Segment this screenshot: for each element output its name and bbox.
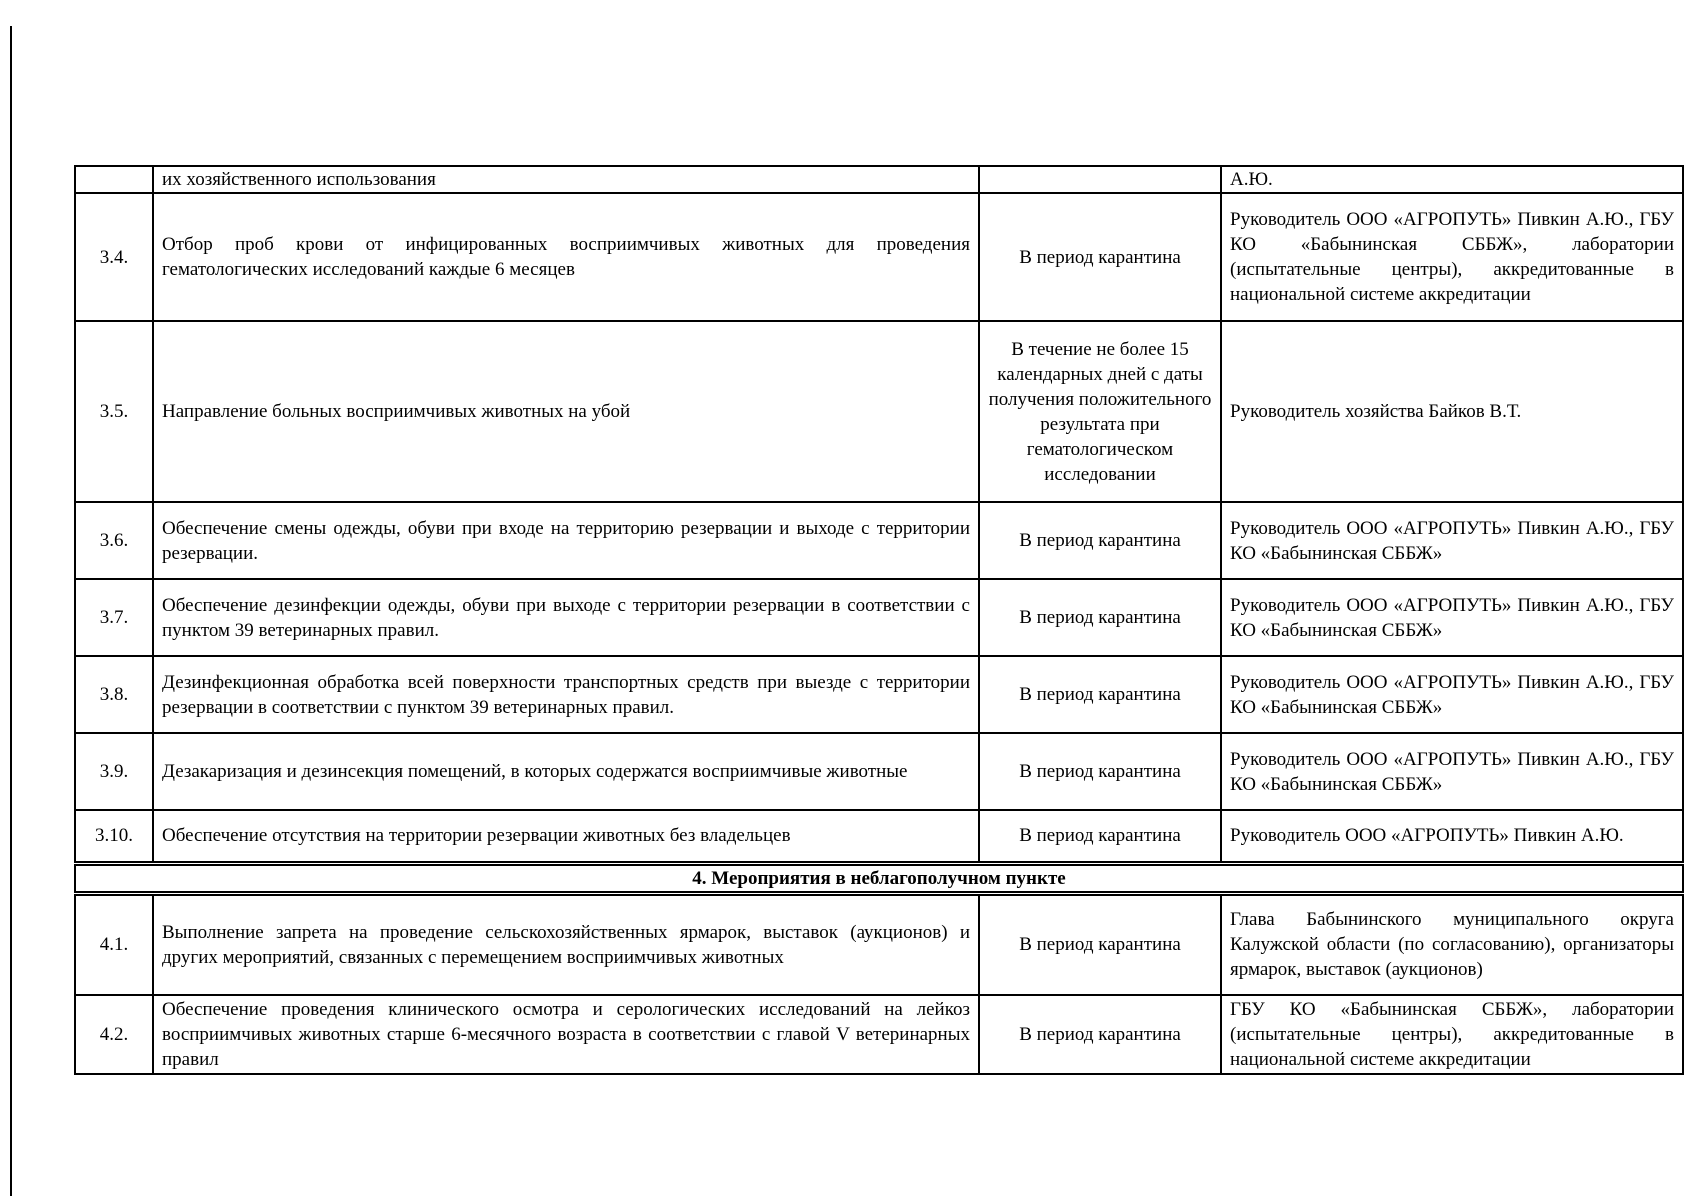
- table-row: [75, 733, 1683, 810]
- measure-period: В период карантина: [979, 810, 1221, 863]
- measure-description: Обеспечение смены одежды, обуви при входе на территорию резервации и выходе с территории резервации.: [153, 502, 979, 579]
- row-number: 3.5.: [75, 321, 153, 502]
- measure-period: В период карантина: [979, 733, 1221, 810]
- row-number: 3.9.: [75, 733, 153, 810]
- measure-responsible: Руководитель хозяйства Байков В.Т.: [1221, 321, 1683, 502]
- row-number: 3.8.: [75, 656, 153, 733]
- measure-description: Дезакаризация и дезинсекция помещений, в которых содержатся восприимчивые животные: [153, 733, 979, 810]
- measure-period: В период карантина: [979, 656, 1221, 733]
- measure-responsible: Руководитель ООО «АГРОПУТЬ» Пивкин А.Ю., ГБУ КО «Бабынинская СББЖ»: [1221, 656, 1683, 733]
- measure-responsible: ГБУ КО «Бабынинская СББЖ», лаборатории (испытательные центры), аккредитованные в национальной системе аккредитации: [1221, 995, 1683, 1074]
- measure-description: Отбор проб крови от инфицированных восприимчивых животных для проведения гематологических исследований каждые 6 месяцев: [153, 193, 979, 321]
- table-row: [75, 321, 1683, 502]
- table-row: [75, 810, 1683, 863]
- table-row: [75, 995, 1683, 1074]
- measure-description: Выполнение запрета на проведение сельскохозяйственных ярмарок, выставок (аукционов) и других мероприятий, связанных с перемещением восприимчивых животных: [153, 893, 979, 995]
- row-number: 3.10.: [75, 810, 153, 863]
- measure-period: В период карантина: [979, 579, 1221, 656]
- table-row: [75, 579, 1683, 656]
- row-number: [75, 166, 153, 193]
- row-number: 3.4.: [75, 193, 153, 321]
- measure-responsible: Глава Бабынинского муниципального округа Калужской области (по согласованию), организаторы ярмарок, выставок (аукционов): [1221, 893, 1683, 995]
- measure-responsible: Руководитель ООО «АГРОПУТЬ» Пивкин А.Ю.: [1221, 810, 1683, 863]
- measure-description: Дезинфекционная обработка всей поверхности транспортных средств при выезде с территории резервации в соответствии с пунктом 39 ветеринарных правил.: [153, 656, 979, 733]
- section-heading: 4. Мероприятия в неблагополучном пункте: [75, 863, 1683, 893]
- row-number: 3.6.: [75, 502, 153, 579]
- measure-period: В период карантина: [979, 893, 1221, 995]
- measure-responsible: Руководитель ООО «АГРОПУТЬ» Пивкин А.Ю., ГБУ КО «Бабынинская СББЖ»: [1221, 579, 1683, 656]
- measure-responsible: Руководитель ООО «АГРОПУТЬ» Пивкин А.Ю., ГБУ КО «Бабынинская СББЖ», лаборатории (испытательные центры), аккредитованные в национальной системе аккредитации: [1221, 193, 1683, 321]
- row-number: 3.7.: [75, 579, 153, 656]
- table-row: [75, 893, 1683, 995]
- row-number: 4.1.: [75, 893, 153, 995]
- measure-responsible: Руководитель ООО «АГРОПУТЬ» Пивкин А.Ю., ГБУ КО «Бабынинская СББЖ»: [1221, 502, 1683, 579]
- measure-period: В период карантина: [979, 502, 1221, 579]
- measure-period: В течение не более 15 календарных дней с даты получения положительного результата при гематологическом исследовании: [979, 321, 1221, 502]
- table-row: [75, 656, 1683, 733]
- table-row: [75, 166, 1683, 193]
- section-heading-row: [75, 863, 1683, 893]
- measure-responsible: А.Ю.: [1221, 166, 1683, 193]
- measure-description: Направление больных восприимчивых животных на убой: [153, 321, 979, 502]
- measure-description: их хозяйственного использования: [153, 166, 979, 193]
- measure-period: [979, 166, 1221, 193]
- measure-description: Обеспечение отсутствия на территории резервации животных без владельцев: [153, 810, 979, 863]
- measure-description: Обеспечение проведения клинического осмотра и серологических исследований на лейкоз восприимчивых животных старше 6-месячного возраста в соответствии с главой V ветеринарных правил: [153, 995, 979, 1074]
- measure-description: Обеспечение дезинфекции одежды, обуви при выходе с территории резервации в соответствии с пунктом 39 ветеринарных правил.: [153, 579, 979, 656]
- table-row: [75, 502, 1683, 579]
- measure-responsible: Руководитель ООО «АГРОПУТЬ» Пивкин А.Ю., ГБУ КО «Бабынинская СББЖ»: [1221, 733, 1683, 810]
- measure-period: В период карантина: [979, 193, 1221, 321]
- table-row: [75, 193, 1683, 321]
- measure-period: В период карантина: [979, 995, 1221, 1074]
- row-number: 4.2.: [75, 995, 153, 1074]
- scan-edge-line: [10, 26, 12, 1196]
- measures-table: [74, 165, 1684, 1075]
